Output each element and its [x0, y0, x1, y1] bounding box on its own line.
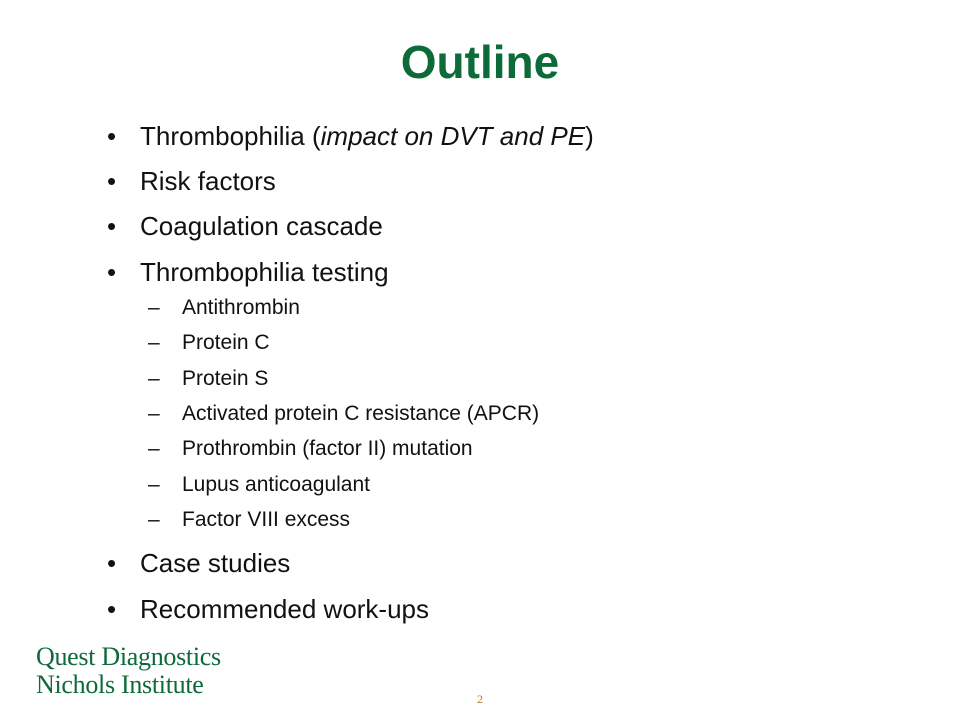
sub-bullet-text: Antithrombin [182, 296, 300, 319]
sub-bullet-text: Protein S [182, 367, 269, 390]
dash-glyph: – [148, 402, 160, 425]
logo-line-1: Quest Diagnostics [36, 642, 221, 671]
company-logo [36, 643, 221, 699]
bullet-text: Risk factors [140, 166, 276, 196]
dash-glyph: – [148, 437, 160, 460]
bullet-text: Recommended work-ups [140, 594, 430, 624]
bullet-text: Coagulation cascade [140, 211, 383, 241]
dash-glyph: – [148, 296, 160, 319]
sub-bullet-item [148, 330, 270, 356]
logo-line-2: Nichols Institute [36, 670, 204, 699]
bullet-glyph: • [107, 257, 117, 287]
sub-bullet-text: Activated protein C resistance (APCR) [182, 402, 540, 425]
dash-glyph: – [148, 367, 160, 390]
bullet-glyph: • [107, 548, 117, 578]
sub-bullet-text: Protein C [182, 331, 270, 354]
sub-bullet-item [148, 436, 473, 462]
sub-bullet-item [148, 366, 268, 392]
sub-bullet-item [148, 295, 300, 321]
dash-glyph: – [148, 508, 160, 531]
sub-bullet-text: Prothrombin (factor II) mutation [182, 437, 473, 460]
sub-bullet-item [148, 472, 370, 498]
bullet-item [107, 210, 383, 242]
slide-title: Outline [400, 36, 560, 88]
bullet-item [107, 547, 290, 579]
bullet-item [107, 120, 594, 152]
sub-bullet-item [148, 401, 539, 427]
bullet-glyph: • [107, 211, 117, 241]
bullet-text: Thrombophilia ( [140, 121, 321, 151]
page-number: 2 [477, 692, 483, 706]
bullet-item [107, 593, 429, 625]
bullet-text-end: ) [585, 121, 594, 151]
bullet-item [107, 256, 389, 288]
bullet-text-italic: impact on DVT and PE [320, 121, 586, 151]
bullet-item [107, 165, 276, 197]
dash-glyph: – [148, 331, 160, 354]
sub-bullet-item [148, 507, 350, 533]
bullet-text: Case studies [140, 548, 291, 578]
bullet-text: Thrombophilia testing [140, 257, 389, 287]
sub-bullet-text: Factor VIII excess [182, 508, 351, 531]
sub-bullet-text: Lupus anticoagulant [182, 473, 370, 496]
bullet-glyph: • [107, 594, 117, 624]
bullet-glyph: • [107, 166, 117, 196]
bullet-glyph: • [107, 121, 117, 151]
dash-glyph: – [148, 473, 160, 496]
